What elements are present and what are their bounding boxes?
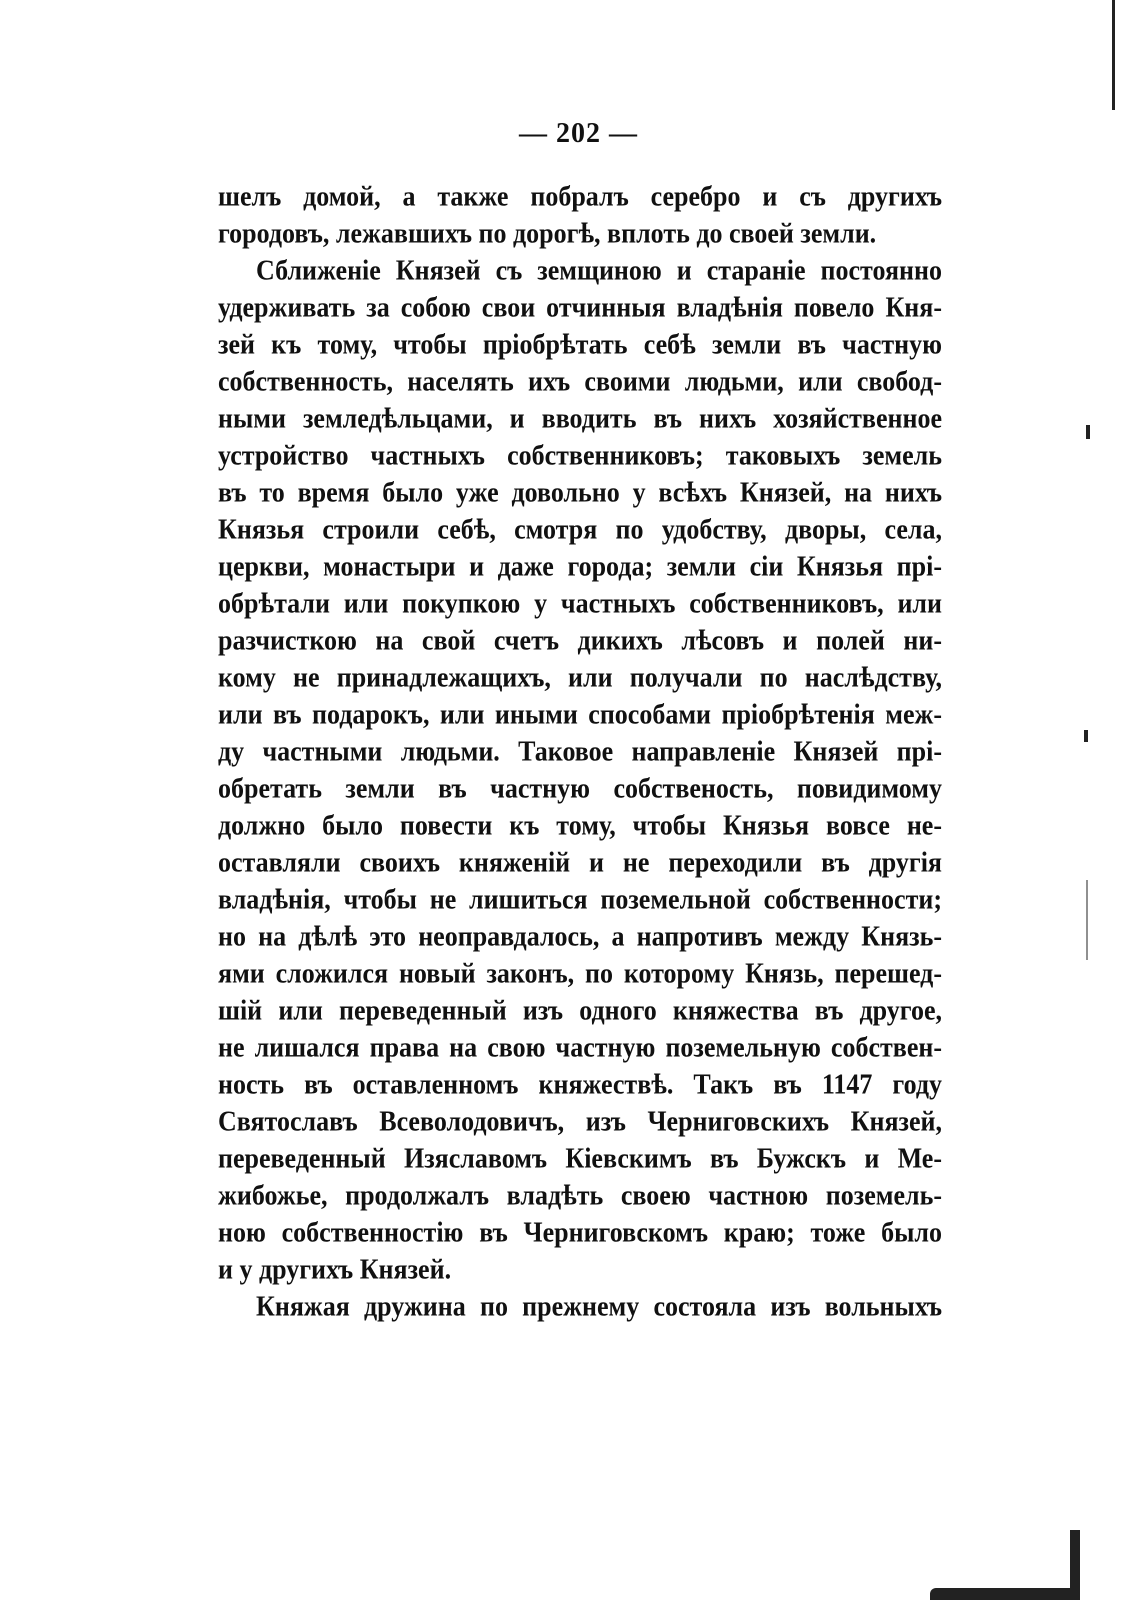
text-line: въ то время было уже довольно у всѣхъ Князей, на нихъ <box>218 476 942 509</box>
text-line: или въ подарокъ, или иными способами прiобрѣтенiя меж- <box>218 699 942 731</box>
text-line: ною собственностiю въ Черниговскомъ краю; тоже было <box>218 1217 942 1249</box>
text-line: владѣнiя, чтобы не лишиться поземельной собственности; <box>218 884 942 916</box>
text-line: удерживать за собою свои отчинныя владѣнiя повело Кня- <box>218 291 942 324</box>
text-line: ность въ оставленномъ княжествѣ. Такъ въ 1147 году <box>218 1069 942 1101</box>
text-line: Князья строили себѣ, смотря по удобству, дворы, села, <box>218 513 942 546</box>
scan-edge-mark <box>1086 880 1088 960</box>
text-line: не лишался права на свою частную поземельную собствен- <box>218 1032 942 1064</box>
text-line: Святославъ Всеволодовичъ, изъ Черниговскихъ Князей, <box>218 1106 942 1138</box>
scan-edge-mark <box>1070 1530 1080 1600</box>
paragraph-start-line: Княжая дружина по прежнему состояла изъ вольныхъ <box>256 1291 942 1323</box>
scan-edge-mark <box>1112 0 1115 110</box>
text-line: зей къ тому, чтобы прiобрѣтать себѣ земли въ частную <box>218 328 942 361</box>
text-line: ду частными людьми. Таковое направленiе Князей прi- <box>218 736 942 768</box>
text-line: разчисткою на свой счетъ дикихъ лѣсовъ и полей ни- <box>218 625 942 657</box>
text-line: городовъ, лежавшихъ по дорогѣ, вплоть до своей земли. <box>218 217 877 250</box>
page-number: — 202 — <box>519 118 638 149</box>
text-line: ями сложился новый законъ, по которому Князь, перешед- <box>218 958 942 990</box>
text-line: церкви, монастыри и даже города; земли сiи Князья прi- <box>218 550 942 583</box>
scan-edge-mark <box>1086 425 1090 439</box>
scan-edge-mark <box>930 1588 1080 1600</box>
text-line: жибожье, продолжалъ владѣть своею частною поземель- <box>218 1180 942 1212</box>
text-line: переведенный Изяславомъ Кiевскимъ въ Бужскъ и Ме- <box>218 1143 942 1175</box>
text-line: но на дѣлѣ это неоправдалось, а напротивъ между Князь- <box>218 921 942 953</box>
text-line: обретать земли въ частную собственость, повидимому <box>218 773 942 805</box>
body-text <box>218 178 942 1325</box>
text-line: ными земледѣльцами, и вводить въ нихъ хозяйственное <box>218 402 942 435</box>
text-line: шелъ домой, а также побралъ серебро и съ другихъ <box>218 180 942 213</box>
text-line: устройство частныхъ собственниковъ; таковыхъ земель <box>218 439 942 472</box>
text-line: обрѣтали или покупкою у частныхъ собственниковъ, или <box>218 588 942 620</box>
paragraph-start-line: Сближенiе Князей съ земщиною и старанiе постоянно <box>256 254 942 287</box>
text-line: собственность, населять ихъ своими людьми, или свобод- <box>218 365 942 398</box>
text-line: кому не принадлежащихъ, или получали по наслѣдству, <box>218 662 942 694</box>
text-line: оставляли своихъ княженiй и не переходили въ другiя <box>218 847 942 879</box>
text-line: должно было повести къ тому, чтобы Князья вовсе не- <box>218 810 942 842</box>
scan-edge-mark <box>1084 730 1088 742</box>
text-line: и у другихъ Князей. <box>218 1254 452 1286</box>
text-line: шiй или переведенный изъ одного княжества въ другое, <box>218 995 942 1027</box>
